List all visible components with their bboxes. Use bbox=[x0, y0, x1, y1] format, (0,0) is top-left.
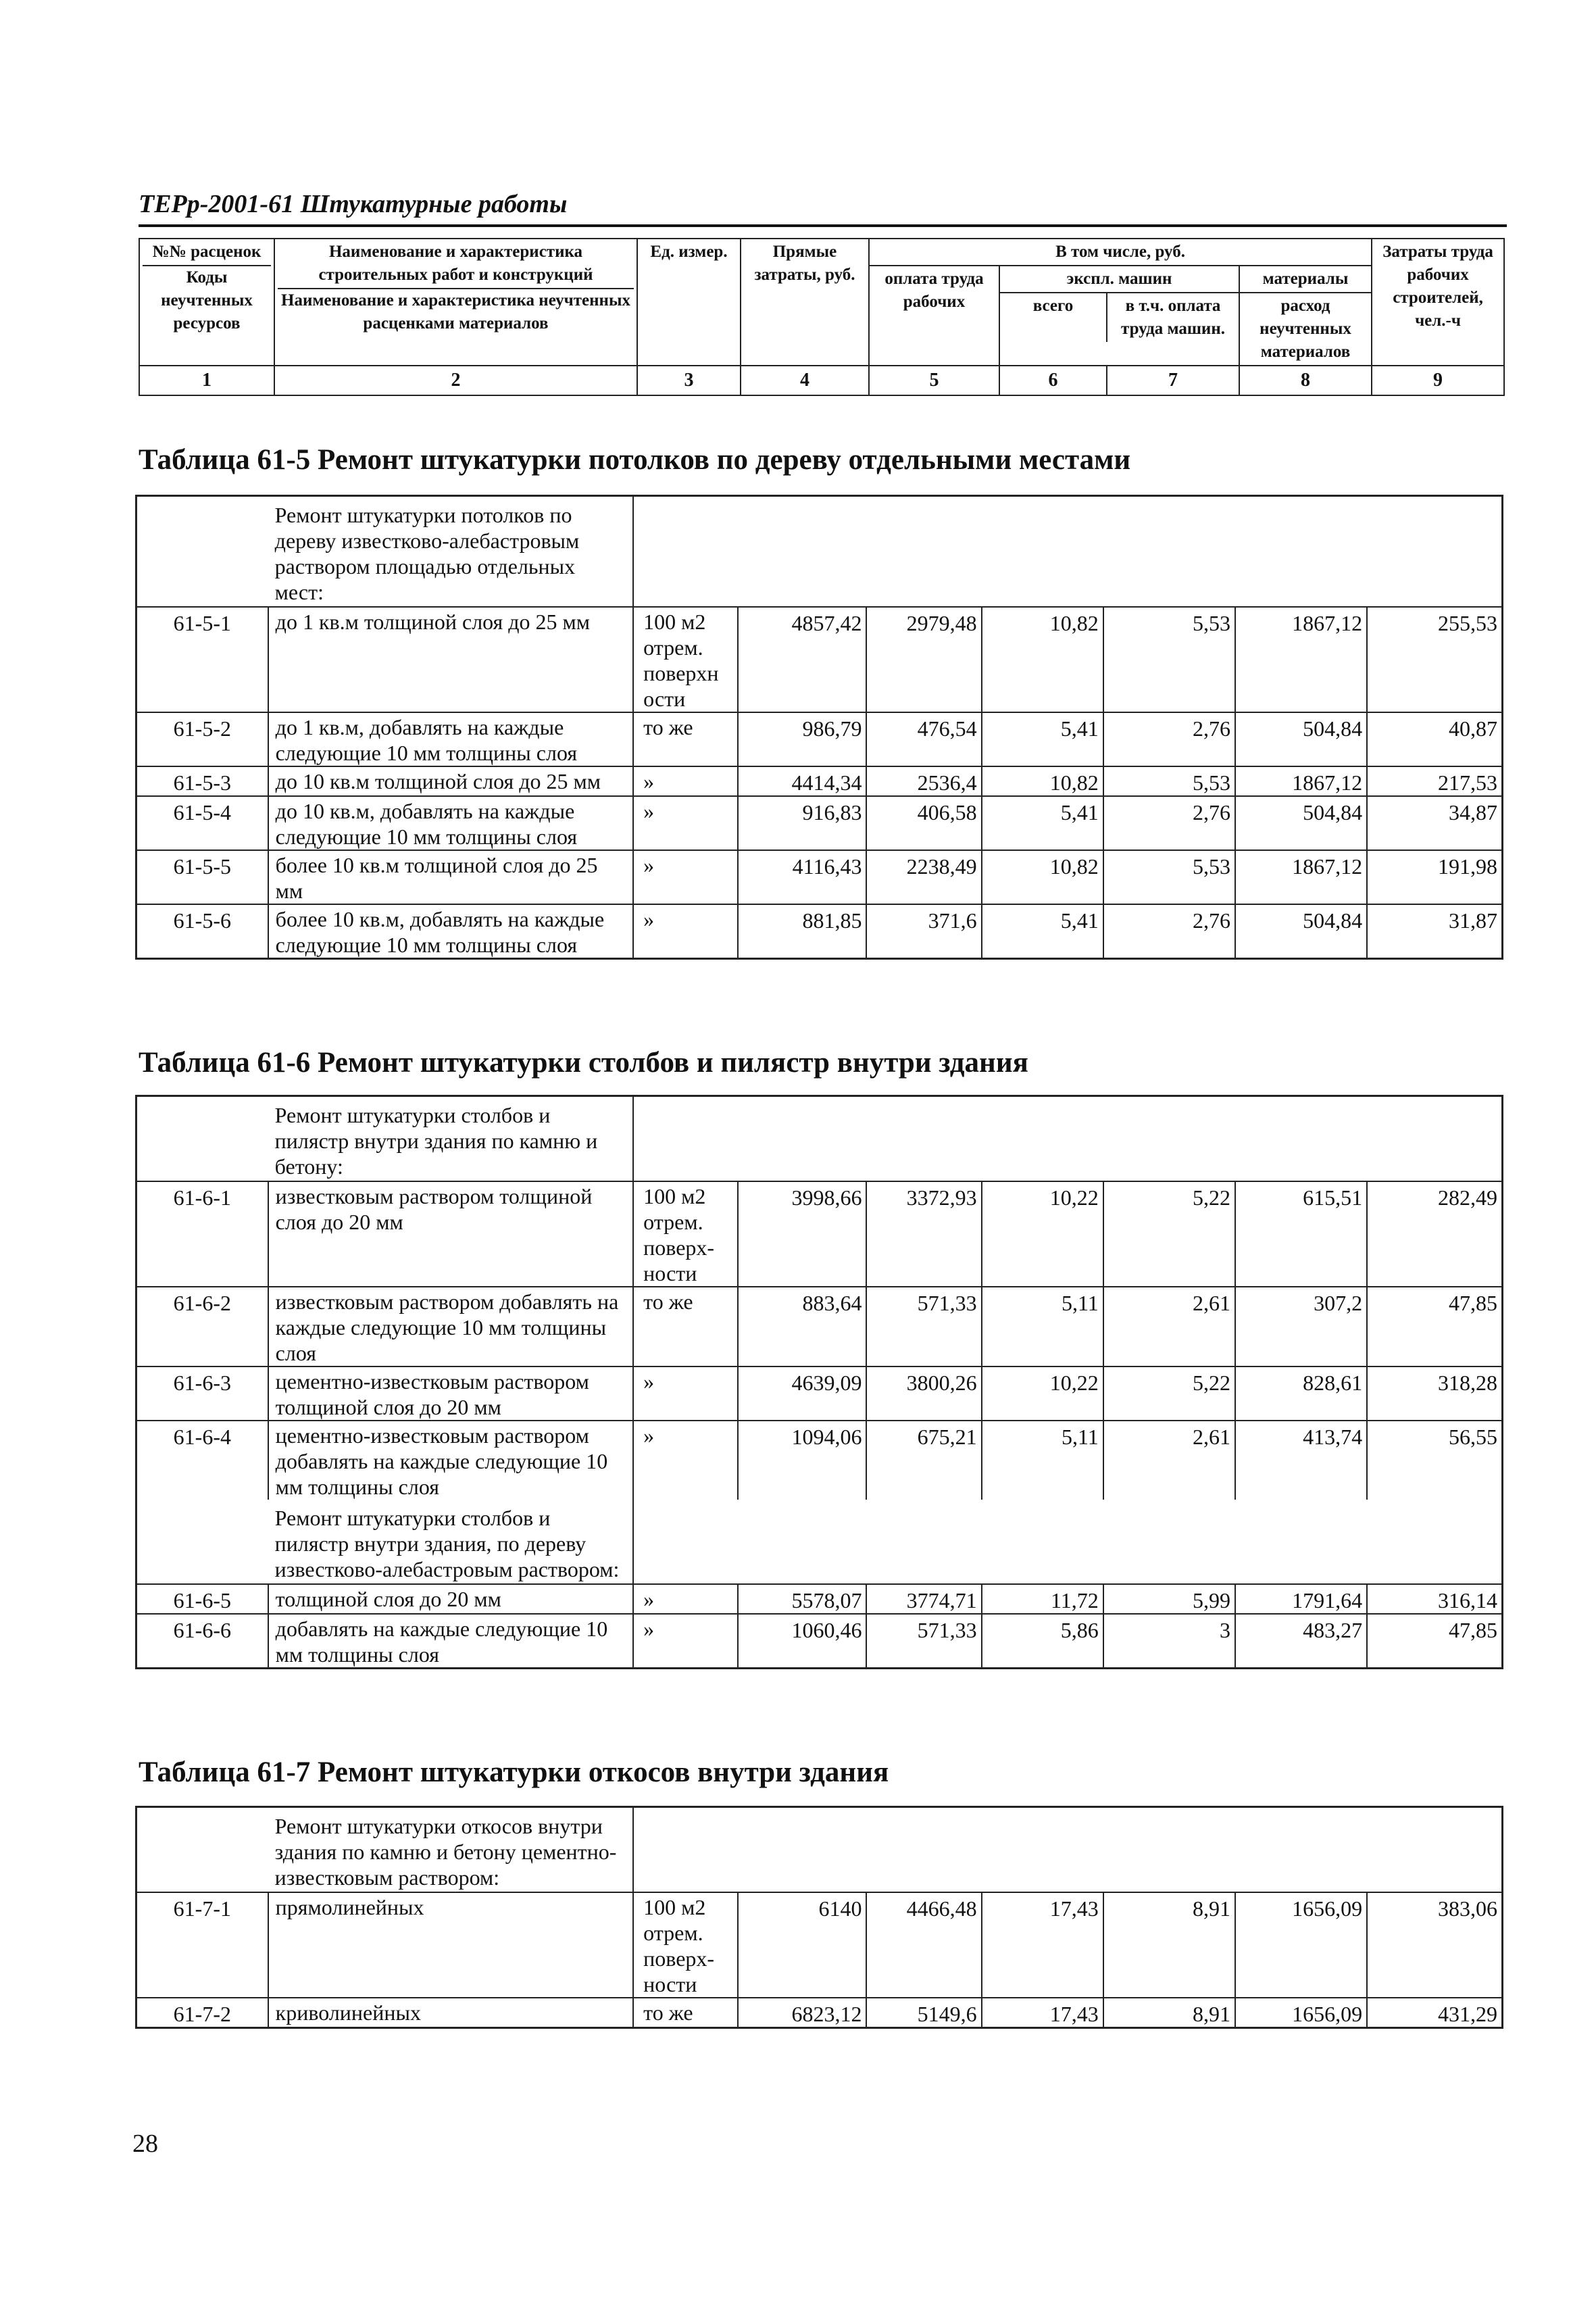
value-labor: 4466,48 bbox=[866, 1892, 981, 1998]
unit-of-measure: то же bbox=[633, 1998, 738, 2028]
column-header-table bbox=[139, 238, 1505, 396]
value-hours: 34,87 bbox=[1367, 796, 1502, 850]
value-mach: 17,43 bbox=[982, 1892, 1103, 1998]
value-labor: 3372,93 bbox=[866, 1181, 981, 1287]
header-name bbox=[274, 239, 637, 366]
value-mat: 413,74 bbox=[1235, 1421, 1367, 1500]
table-row bbox=[136, 1421, 1503, 1500]
table-title: Таблица 61-5 Ремонт штукатурки потолков по дереву отдельными местами bbox=[139, 444, 1131, 476]
work-description: добавлять на каждые следующие 10 мм толщины слоя bbox=[268, 1614, 634, 1669]
table-row bbox=[136, 1367, 1503, 1421]
value-mach: 5,41 bbox=[982, 712, 1103, 766]
value-direct: 1060,46 bbox=[738, 1614, 866, 1669]
unit-of-measure: » bbox=[633, 1367, 738, 1421]
unit-of-measure: 100 м2 отрем. поверхн ости bbox=[633, 607, 738, 712]
work-description: прямолинейных bbox=[268, 1892, 634, 1998]
value-labor: 5149,6 bbox=[866, 1998, 981, 2028]
value-mat: 1656,09 bbox=[1235, 1998, 1367, 2028]
unit-of-measure: 100 м2 отрем. поверх-ности bbox=[633, 1181, 738, 1287]
value-labor: 2536,4 bbox=[866, 766, 981, 796]
rate-code: 61-6-5 bbox=[136, 1584, 268, 1614]
group-empty-cell bbox=[633, 1096, 1502, 1182]
group-code-cell bbox=[136, 1807, 268, 1893]
rate-code: 61-7-2 bbox=[136, 1998, 268, 2028]
group-empty-cell bbox=[633, 1807, 1502, 1893]
table-row bbox=[136, 607, 1503, 712]
header-machines bbox=[999, 266, 1239, 366]
value-mach-labor: 5,53 bbox=[1103, 850, 1235, 904]
group-description: Ремонт штукатурки потолков по дереву известково-алебастровым раствором площадью отдельных мест: bbox=[268, 496, 634, 608]
value-mach-labor: 3 bbox=[1103, 1614, 1235, 1669]
value-direct: 881,85 bbox=[738, 904, 866, 959]
rates-table bbox=[135, 1806, 1503, 2029]
work-description: до 10 кв.м толщиной слоя до 25 мм bbox=[268, 766, 634, 796]
value-mach-labor: 5,53 bbox=[1103, 607, 1235, 712]
rate-code: 61-6-6 bbox=[136, 1614, 268, 1669]
rates-table bbox=[135, 1095, 1503, 1669]
rate-code: 61-5-1 bbox=[136, 607, 268, 712]
value-mach: 10,82 bbox=[982, 850, 1103, 904]
unit-of-measure: » bbox=[633, 1584, 738, 1614]
value-direct: 916,83 bbox=[738, 796, 866, 850]
value-hours: 31,87 bbox=[1367, 904, 1502, 959]
value-mach-labor: 2,76 bbox=[1103, 904, 1235, 959]
value-mach: 11,72 bbox=[982, 1584, 1103, 1614]
value-mach-labor: 2,61 bbox=[1103, 1421, 1235, 1500]
value-labor: 3774,71 bbox=[866, 1584, 981, 1614]
value-hours: 47,85 bbox=[1367, 1614, 1502, 1669]
running-header bbox=[139, 187, 1507, 227]
value-direct: 1094,06 bbox=[738, 1421, 866, 1500]
value-mach-labor: 5,22 bbox=[1103, 1181, 1235, 1287]
group-code-cell bbox=[136, 1096, 268, 1182]
value-mat: 1791,64 bbox=[1235, 1584, 1367, 1614]
value-hours: 316,14 bbox=[1367, 1584, 1502, 1614]
table-row bbox=[136, 766, 1503, 796]
work-description: цементно-известковым раствором толщиной слоя до 20 мм bbox=[268, 1367, 634, 1421]
header-group: В том числе, руб. bbox=[869, 239, 1372, 266]
header-machines-sub bbox=[1000, 293, 1239, 342]
value-mat: 504,84 bbox=[1235, 712, 1367, 766]
header-unit: Ед. измер. bbox=[637, 239, 741, 366]
table-row bbox=[136, 1584, 1503, 1614]
col-number: 5 bbox=[869, 366, 999, 395]
value-mach: 5,11 bbox=[982, 1287, 1103, 1367]
value-hours: 431,29 bbox=[1367, 1998, 1502, 2028]
value-mach: 5,86 bbox=[982, 1614, 1103, 1669]
value-mat: 307,2 bbox=[1235, 1287, 1367, 1367]
value-hours: 383,06 bbox=[1367, 1892, 1502, 1998]
value-mat: 504,84 bbox=[1235, 904, 1367, 959]
value-mat: 1867,12 bbox=[1235, 607, 1367, 712]
group-empty-cell bbox=[633, 496, 1502, 608]
unit-of-measure: » bbox=[633, 796, 738, 850]
table-row bbox=[136, 1287, 1503, 1367]
rate-code: 61-5-5 bbox=[136, 850, 268, 904]
value-direct: 4414,34 bbox=[738, 766, 866, 796]
value-mat: 615,51 bbox=[1235, 1181, 1367, 1287]
value-mat: 1867,12 bbox=[1235, 766, 1367, 796]
rate-code: 61-6-4 bbox=[136, 1421, 268, 1500]
value-mach-labor: 5,53 bbox=[1103, 766, 1235, 796]
header-labor-pay: оплата труда рабочих bbox=[869, 266, 999, 366]
table-row bbox=[136, 904, 1503, 959]
header-name-bottom: Наименование и характеристика неучтенных расценками материалов bbox=[281, 291, 630, 333]
rate-code: 61-7-1 bbox=[136, 1892, 268, 1998]
value-mat: 1656,09 bbox=[1235, 1892, 1367, 1998]
value-mach: 10,22 bbox=[982, 1367, 1103, 1421]
value-labor: 571,33 bbox=[866, 1614, 981, 1669]
col-number: 2 bbox=[274, 366, 637, 395]
value-direct: 3998,66 bbox=[738, 1181, 866, 1287]
header-machine-labor: в т.ч. оплата труда машин. bbox=[1120, 297, 1225, 338]
value-mat: 504,84 bbox=[1235, 796, 1367, 850]
header-code-top: №№ расценок bbox=[143, 241, 271, 266]
work-description: криволинейных bbox=[268, 1998, 634, 2028]
rate-code: 61-5-4 bbox=[136, 796, 268, 850]
group-row bbox=[136, 496, 1503, 608]
value-mach-labor: 5,99 bbox=[1103, 1584, 1235, 1614]
value-labor: 3800,26 bbox=[866, 1367, 981, 1421]
value-direct: 883,64 bbox=[738, 1287, 866, 1367]
value-mach: 10,82 bbox=[982, 607, 1103, 712]
work-description: более 10 кв.м, добавлять на каждые следующие 10 мм толщины слоя bbox=[268, 904, 634, 959]
header-materials-sub: расход неучтенных материалов bbox=[1260, 297, 1351, 361]
value-mach: 10,82 bbox=[982, 766, 1103, 796]
rate-code: 61-5-3 bbox=[136, 766, 268, 796]
value-hours: 47,85 bbox=[1367, 1287, 1502, 1367]
value-labor: 571,33 bbox=[866, 1287, 981, 1367]
table-title: Таблица 61-6 Ремонт штукатурки столбов и пилястр внутри здания bbox=[139, 1047, 1028, 1079]
value-labor: 406,58 bbox=[866, 796, 981, 850]
unit-of-measure: » bbox=[633, 766, 738, 796]
value-hours: 318,28 bbox=[1367, 1367, 1502, 1421]
group-code-cell bbox=[136, 1500, 268, 1584]
value-labor: 371,6 bbox=[866, 904, 981, 959]
col-number: 7 bbox=[1107, 366, 1239, 395]
header-code bbox=[139, 239, 274, 366]
table-row bbox=[136, 1614, 1503, 1669]
value-direct: 4857,42 bbox=[738, 607, 866, 712]
value-mat: 828,61 bbox=[1235, 1367, 1367, 1421]
group-description: Ремонт штукатурки столбов и пилястр внутри здания, по дереву известково-алебастровым раствором: bbox=[268, 1500, 634, 1584]
table-row bbox=[136, 796, 1503, 850]
value-mach-labor: 2,76 bbox=[1103, 712, 1235, 766]
header-code-bottom: Коды неучтенных ресурсов bbox=[161, 268, 253, 333]
work-description: цементно-известковым раствором добавлять на каждые следующие 10 мм толщины слоя bbox=[268, 1421, 634, 1500]
value-mach: 10,22 bbox=[982, 1181, 1103, 1287]
value-mach-labor: 5,22 bbox=[1103, 1367, 1235, 1421]
table-row bbox=[136, 1181, 1503, 1287]
unit-of-measure: » bbox=[633, 1421, 738, 1500]
rates-table bbox=[135, 495, 1503, 960]
rate-code: 61-6-3 bbox=[136, 1367, 268, 1421]
unit-of-measure: 100 м2 отрем. поверх-ности bbox=[633, 1892, 738, 1998]
value-mat: 1867,12 bbox=[1235, 850, 1367, 904]
running-header-text: ТЕРр-2001-61 Штукатурные работы bbox=[139, 190, 568, 218]
work-description: до 10 кв.м, добавлять на каждые следующие 10 мм толщины слоя bbox=[268, 796, 634, 850]
work-description: известковым раствором добавлять на каждые следующие 10 мм толщины слоя bbox=[268, 1287, 634, 1367]
col-number: 4 bbox=[741, 366, 869, 395]
col-number: 8 bbox=[1239, 366, 1372, 395]
header-materials-label: материалы bbox=[1240, 266, 1371, 293]
work-description: известковым раствором толщиной слоя до 20 мм bbox=[268, 1181, 634, 1287]
value-hours: 282,49 bbox=[1367, 1181, 1502, 1287]
rate-code: 61-5-6 bbox=[136, 904, 268, 959]
value-direct: 4639,09 bbox=[738, 1367, 866, 1421]
group-empty-cell bbox=[633, 1500, 1502, 1584]
unit-of-measure: то же bbox=[633, 1287, 738, 1367]
rate-code: 61-6-1 bbox=[136, 1181, 268, 1287]
unit-of-measure: » bbox=[633, 904, 738, 959]
value-mat: 483,27 bbox=[1235, 1614, 1367, 1669]
value-hours: 191,98 bbox=[1367, 850, 1502, 904]
value-direct: 5578,07 bbox=[738, 1584, 866, 1614]
work-description: толщиной слоя до 20 мм bbox=[268, 1584, 634, 1614]
work-description: до 1 кв.м, добавлять на каждые следующие 10 мм толщины слоя bbox=[268, 712, 634, 766]
value-direct: 986,79 bbox=[738, 712, 866, 766]
rate-code: 61-6-2 bbox=[136, 1287, 268, 1367]
value-mach: 5,41 bbox=[982, 904, 1103, 959]
value-direct: 6140 bbox=[738, 1892, 866, 1998]
value-mach: 17,43 bbox=[982, 1998, 1103, 2028]
value-labor: 675,21 bbox=[866, 1421, 981, 1500]
col-number: 9 bbox=[1372, 366, 1504, 395]
group-description: Ремонт штукатурки откосов внутри здания по камню и бетону цементно-известковым раствором: bbox=[268, 1807, 634, 1893]
unit-of-measure: » bbox=[633, 1614, 738, 1669]
value-mach: 5,41 bbox=[982, 796, 1103, 850]
work-description: до 1 кв.м толщиной слоя до 25 мм bbox=[268, 607, 634, 712]
value-mach: 5,11 bbox=[982, 1421, 1103, 1500]
col-number: 6 bbox=[999, 366, 1107, 395]
page-number: 28 bbox=[132, 2130, 158, 2158]
value-mach-labor: 2,61 bbox=[1103, 1287, 1235, 1367]
value-mach-labor: 8,91 bbox=[1103, 1892, 1235, 1998]
group-code-cell bbox=[136, 496, 268, 608]
unit-of-measure: » bbox=[633, 850, 738, 904]
rate-code: 61-5-2 bbox=[136, 712, 268, 766]
value-hours: 56,55 bbox=[1367, 1421, 1502, 1500]
value-hours: 255,53 bbox=[1367, 607, 1502, 712]
group-row bbox=[136, 1807, 1503, 1893]
col-number: 1 bbox=[139, 366, 274, 395]
header-machine-total: всего bbox=[1000, 293, 1107, 342]
value-labor: 476,54 bbox=[866, 712, 981, 766]
col-number: 3 bbox=[637, 366, 741, 395]
group-row bbox=[136, 1096, 1503, 1182]
value-labor: 2238,49 bbox=[866, 850, 981, 904]
value-direct: 4116,43 bbox=[738, 850, 866, 904]
value-labor: 2979,48 bbox=[866, 607, 981, 712]
table-title: Таблица 61-7 Ремонт штукатурки откосов внутри здания bbox=[139, 1756, 889, 1788]
value-direct: 6823,12 bbox=[738, 1998, 866, 2028]
unit-of-measure: то же bbox=[633, 712, 738, 766]
table-row bbox=[136, 1892, 1503, 1998]
header-materials bbox=[1239, 266, 1372, 366]
table-row bbox=[136, 850, 1503, 904]
work-description: более 10 кв.м толщиной слоя до 25 мм bbox=[268, 850, 634, 904]
value-mach-labor: 2,76 bbox=[1103, 796, 1235, 850]
group-description: Ремонт штукатурки столбов и пилястр внутри здания по камню и бетону: bbox=[268, 1096, 634, 1182]
value-hours: 217,53 bbox=[1367, 766, 1502, 796]
header-labor-cost: Затраты труда рабочих строителей, чел.-ч bbox=[1372, 239, 1504, 366]
group-row bbox=[136, 1500, 1503, 1584]
header-name-top: Наименование и характеристика строительных работ и конструкций bbox=[278, 241, 634, 289]
header-machines-label: экспл. машин bbox=[1000, 266, 1239, 293]
table-row bbox=[136, 712, 1503, 766]
value-mach-labor: 8,91 bbox=[1103, 1998, 1235, 2028]
header-direct: Прямые затраты, руб. bbox=[741, 239, 869, 366]
table-row bbox=[136, 1998, 1503, 2028]
value-hours: 40,87 bbox=[1367, 712, 1502, 766]
